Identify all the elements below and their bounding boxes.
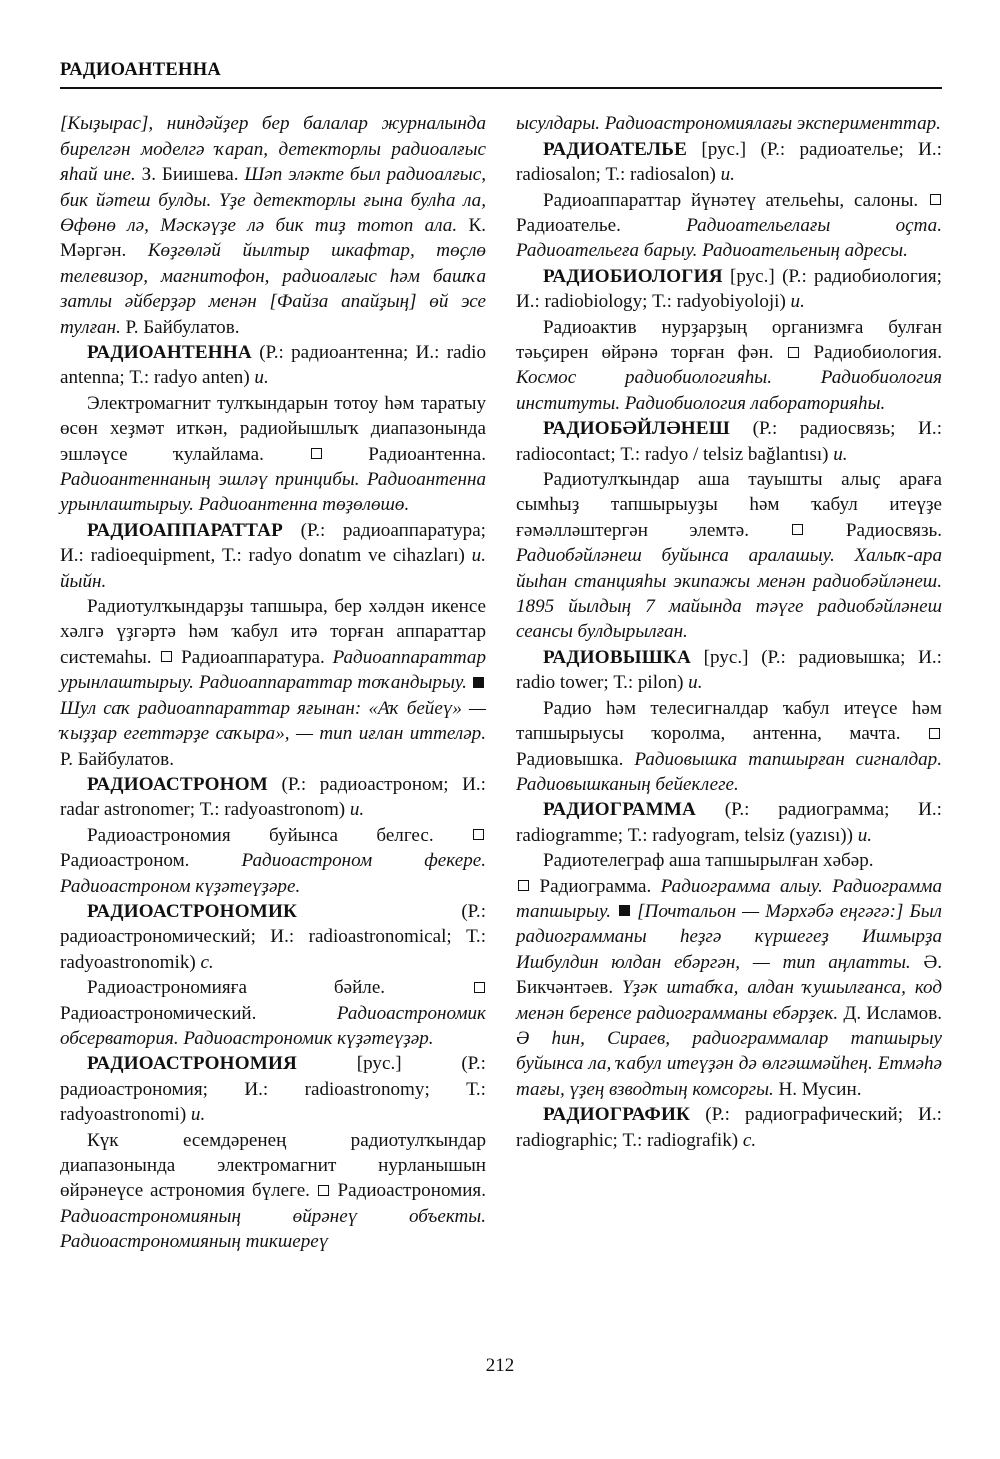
entry-definition-line (516, 315, 942, 417)
entry-definition: Радиотулҡындар аша тауышты алыҫ араға сымһыҙ тапшырыуҙы һәм ҡабул итеүҙе ғәмәлләштергән элемтә. (516, 469, 942, 541)
entry-examples: Радиоательелағы оҫта. Радиоательеға барыу. Радиоательеның адресы. (516, 214, 942, 262)
headword: РАДИОБИОЛОГИЯ (543, 265, 723, 287)
headword: РАДИОГРАММА (543, 799, 697, 821)
entry-pos: и. (190, 1104, 206, 1126)
entry-definition-line (60, 391, 486, 518)
entry-pos: и. (857, 824, 873, 846)
entry-headword-line (516, 797, 942, 848)
entry-headword-line (516, 645, 942, 696)
continuation-examples: Радиоастрономиялағы эксперименттар. (604, 113, 941, 135)
entry-headword-line (516, 416, 942, 467)
entry-gloss: (Р.: радиоаппаратура; И.: radioequipment, Т.: radyo donatım ve cihazları) (60, 519, 486, 567)
entry-origin: [рус.] (701, 138, 747, 160)
headword: РАДИОАСТРОНОМ (87, 773, 268, 795)
entry-examples: Радиограмма алыу. Радиограмма тапшырыу. (516, 875, 942, 922)
entry-examples-line (516, 874, 942, 1103)
entry-examples: Радиовышка тапшырған сигналдар. Радиовышканың бейеклеге. (516, 748, 942, 795)
entry-definition-line (516, 467, 942, 645)
headword: РАДИОАППАРАТТАР (87, 519, 284, 541)
entry-equivalent: Радиоастрономия. (337, 1180, 486, 1202)
entry-definition: Электромагнит тулҡындарын тотоу һәм таратыу өсөн хеҙмәт иткән, радиойышлыҡ диапазонында эшләүсе ҡулайлама. (60, 392, 486, 465)
entry-quote-2: Үҙәк штабҡа, алдан ҡушылғанса, код менән беренсе радиограмманы ебәрҙек. (516, 977, 942, 1024)
entry-definition: Радиотулҡындарҙы тапшыра, бер хәлдән икенсе хәлгә үҙгәртә һәм ҡабул итә торған аппараттар системаһы. (60, 596, 486, 668)
entry-equivalent: Радиоастрономический. (60, 1002, 257, 1024)
hollow-square-icon (318, 1185, 329, 1196)
entry-quote: Шул саҡ радиоаппараттар яғынан: «Аҡ бейеү» — ҡыҙҙар егеттәрҙе саҡыра», — тип иғлан иттеләр. (60, 697, 486, 745)
entry-origin: [рус.] (356, 1053, 402, 1075)
entry-origin: [рус.] (703, 646, 749, 668)
entry-pos: с. (742, 1129, 757, 1151)
entry-pos: и. (790, 291, 805, 313)
entry-equivalent: Радиосвязь. (845, 519, 942, 541)
entry-gloss: (Р.: радиоастрономия; И.: radioastronomy; Т.: radyoastronomi) (60, 1053, 486, 1126)
headword: РАДИОБӘЙЛӘНЕШ (543, 418, 730, 440)
entry-origin: [рус.] (729, 265, 775, 287)
entry-equivalent: Радиоантенна. (368, 443, 486, 465)
entry-examples: Радиоаппараттар урынлаштырыу. Радиоаппараттар тоҡандырыу. (60, 646, 486, 694)
entry-quote-source: Р. Байбулатов. (60, 748, 174, 770)
entry-definition-line (60, 594, 486, 772)
entry-quote-3: Ә һин, Сираев, радиограммалар тапшырыу буйынса ла, ҡабул итеүҙән дә өлгәшмәйһең. Етмәһә тағы, үҙең взводтың комсоргы. (516, 1027, 942, 1100)
continuation-text-1: ысулдары. (516, 113, 601, 135)
continuation-source-1: З. Биишева. (141, 164, 239, 186)
right-column (516, 111, 942, 1153)
entry-examples: Радиоантеннаның эшләү принцибы. Радиоантенна урынлаштырыу. Радиоантенна төҙөлөшө. (60, 469, 486, 516)
hollow-square-icon (792, 524, 803, 535)
entry-equivalent: Радиоателье. (516, 214, 621, 236)
continuation-source-3: Р. Байбулатов. (125, 316, 240, 338)
entry-definition: Күк есемдәренең радиотулҡындар диапазонында электромагнит нурланышын өйрәнеүсе астрономия бүлеге. (60, 1129, 486, 1202)
hollow-square-icon (311, 448, 322, 459)
entry-gloss: (Р.: радиографический; И.: radiographic; Т.: radiografik) (516, 1104, 942, 1151)
entry-equivalent: Радиоастроном. (60, 850, 190, 872)
entry-quote-source-1: Ә. Бикчәнтәев. (516, 951, 942, 999)
entry-examples: Радиоастрономик обсерватория. Радиоастрономик күҙәтеүҙәр. (60, 1002, 486, 1049)
headword: РАДИОВЫШКА (543, 646, 691, 668)
continuation-text-2: Шәп эләкте был радиоалғыс, бик йәтеш булды. Үҙе детекторлы ғына булһа ла, Өфөнө лә, Мәскәүҙе лә бик тиҙ тотоп ала. (60, 164, 486, 236)
filled-square-icon (473, 677, 484, 688)
entry-quote-source-3: Н. Мусин. (778, 1078, 862, 1100)
entry-definition: Радиоастрономияға бәйле. (87, 977, 386, 999)
entry-headword-line (60, 518, 486, 594)
continuation-text-3: Көҙгөләй йылтыр шкафтар, төҫлө телевизор, магнитофон, радиоалғыс һәм башҡа затлы әйберҙәр менән [Файза апайҙың] өй эсе тулған. (60, 240, 486, 338)
entry-quote-source-2: Д. Исламов. (843, 1002, 942, 1024)
headword: РАДИОАСТРОНОМИЯ (87, 1053, 298, 1075)
hollow-square-icon (474, 982, 485, 993)
headword: РАДИОГРАФИК (543, 1104, 691, 1126)
entry-headword-line (60, 340, 486, 391)
entry-equivalent: Радиограмма. (539, 875, 652, 897)
running-head: РАДИОАНТЕННА (60, 60, 222, 80)
page-number: 212 (485, 1355, 515, 1376)
entry-definition-line (516, 848, 942, 873)
entry-headword-line (60, 1051, 486, 1127)
entry-gloss: (Р.: радиобиология; И.: radiobiology; Т.: radyobiyoloji) (516, 265, 942, 313)
entry-definition: Радиоактив нурҙарҙың организмға булған тәьҫирен өйрәнә торған фән. (516, 316, 942, 363)
headword: РАДИОАСТРОНОМИК (87, 900, 298, 922)
entry-definition: Радиоастрономия буйынса белгес. (87, 824, 434, 846)
entry-gloss: (Р.: радиоастрономический; И.: radioastronomical; Т.: radyoastronomik) (60, 900, 486, 973)
two-column-body (60, 111, 942, 1254)
entry-gloss: (Р.: радиоантенна; И.: radio antenna; Т.: radyo anten) (60, 342, 486, 389)
entry-gloss: (Р.: радиоателье; И.: radiosalon; Т.: radiosalon) (516, 138, 942, 186)
entry-pos: и. (349, 799, 365, 821)
entry-definition-line (60, 823, 486, 899)
entry-quote-1: [Почтальон — Мәрхәбә еңгәгә:] Был радиограмманы һеҙгә күршегеҙ Ишмырҙа Ишбулдин юлдан ебәргән, — тип аңлатты. (516, 900, 942, 973)
continuation-source-2: К. Мәргән. (60, 214, 486, 262)
entry-equivalent: Радиоаппаратура. (181, 646, 325, 668)
headword: РАДИОАНТЕННА (87, 342, 252, 363)
entry-headword-line (516, 137, 942, 188)
entry-definition: Радио һәм телесигналдар ҡабул итеүсе һәм тапшырыусы ҡоролма, антенна, мачта. (516, 697, 942, 745)
entry-pos: с. (200, 951, 214, 973)
filled-square-icon (619, 905, 630, 916)
entry-definition-line (60, 1128, 486, 1255)
entry-examples: Космос радиобиологияһы. Радиобиология институты. Радиобиология лабораторияһы. (516, 367, 942, 414)
entry-examples: Радиобәйләнеш буйынса аралашыу. Халыҡ-ара йыһан станцияһы экипажы менән радиобәйләнеш. 1895 йылдың 7 майында тәүге радиобәйләнеш сеансы булдырылған. (516, 545, 942, 643)
entry-definition: Радиоаппараттар йүнәтеү ательеһы, салоны. (543, 189, 919, 211)
entry-pos: и. (688, 672, 703, 694)
hollow-square-icon (161, 651, 172, 662)
left-column (60, 111, 486, 1254)
entry-pos: и. (720, 164, 735, 186)
entry-definition-line (60, 975, 486, 1051)
entry-examples: Радиоастроном фекере. Радиоастроном күҙәтеүҙәре. (60, 850, 486, 897)
entry-pos: и. йыйн. (60, 545, 486, 592)
entry-equivalent: Радиобиология. (813, 342, 942, 363)
entry-equivalent: Радиовышка. (516, 748, 624, 770)
hollow-square-icon (930, 194, 941, 205)
entry-headword-line (516, 1102, 942, 1153)
entry-pos: и. (254, 367, 269, 389)
entry-headword-line (60, 899, 486, 975)
hollow-square-icon (788, 347, 799, 358)
hollow-square-icon (473, 829, 484, 840)
entry-headword-line (516, 264, 942, 315)
entry-examples: Радиоастрономияның өйрәнеү объекты. Радиоастрономияның тикшереү (60, 1205, 486, 1253)
hollow-square-icon (929, 728, 940, 739)
entry-gloss: (Р.: радиоастроном; И.: radar astronomer; Т.: radyoastronom) (60, 773, 486, 821)
entry-definition-line (516, 696, 942, 798)
continuation-paragraph (516, 111, 942, 136)
entry-gloss: (Р.: радиограмма; И.: radiogramme; Т.: radyogram, telsiz (yazısı)) (516, 799, 942, 846)
continuation-text-1: [Кыҙырас], ниндәйҙер бер балалар журналында бирелгән моделгә ҡарап, детекторлы радиоалғыс яһай ине. (60, 113, 486, 186)
entry-pos: и. (833, 443, 848, 465)
continuation-paragraph (60, 111, 486, 340)
header-rule (60, 87, 942, 89)
hollow-square-icon (518, 880, 529, 891)
entry-gloss: (Р.: радиосвязь; И.: radiocontact; Т.: radyo / telsiz bağlantısı) (516, 418, 942, 465)
entry-gloss: (Р.: радиовышка; И.: radio tower; Т.: pilon) (516, 646, 942, 694)
entry-headword-line (60, 772, 486, 823)
entry-definition: Радиотелеграф аша тапшырылған хәбәр. (543, 850, 874, 872)
entry-definition-line (516, 188, 942, 264)
headword: РАДИОАТЕЛЬЕ (543, 138, 688, 160)
